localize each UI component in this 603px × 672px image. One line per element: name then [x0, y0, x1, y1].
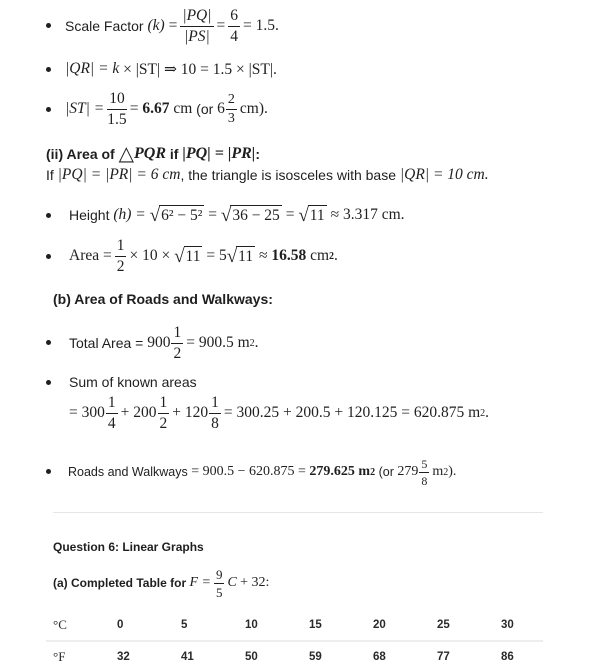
numerator: 1 — [209, 395, 221, 414]
table-cell: 0 — [117, 610, 181, 641]
heading-text: (ii) Area of — [46, 146, 115, 162]
intro-math: |QR| = 10 cm. — [399, 166, 489, 183]
area-eq: = 5 — [206, 247, 227, 264]
fraction-2-3 — [226, 93, 237, 126]
numerator: 1 — [158, 395, 170, 414]
height-line — [69, 202, 405, 228]
equals: = — [129, 100, 139, 117]
st-term: |ST| = — [65, 100, 105, 117]
table-cell: 25 — [437, 610, 501, 641]
table-caption — [53, 565, 269, 601]
exponent: 2 — [249, 337, 255, 349]
equals: = — [168, 17, 178, 34]
roads-line — [68, 454, 456, 490]
sqrt-icon: √ 11 — [226, 245, 254, 267]
numerator: 10 — [107, 91, 127, 110]
sum-label: Sum of known areas — [69, 374, 197, 390]
bullet-icon — [46, 340, 51, 345]
numerator: 1 — [115, 238, 127, 257]
fraction-1-2 — [115, 238, 127, 274]
roads-label: Roads and Walkways — [68, 465, 188, 479]
total-rest: = 900.5 m — [186, 334, 250, 351]
radicand: 11 — [238, 248, 254, 266]
fraction-1-8 — [209, 395, 221, 431]
denominator: 2 — [173, 344, 182, 362]
mixed-whole: 200 — [133, 404, 157, 421]
table-cell: 32 — [117, 651, 130, 663]
row-label: °C — [46, 610, 117, 641]
table-cell: 15 — [309, 610, 373, 641]
fraction-9-5 — [214, 568, 225, 599]
k-symbol: (k) — [147, 17, 165, 34]
numerator: 6 — [228, 8, 240, 27]
denominator: |PS| — [184, 27, 210, 45]
bullet-icon — [46, 67, 51, 72]
numerator: 9 — [215, 566, 223, 582]
denominator: 8 — [421, 473, 428, 488]
fraction-5-8 — [419, 458, 429, 487]
period: . — [485, 404, 490, 421]
mixed-whole: 120 — [184, 404, 209, 421]
intro-text: , the triangle is isosceles with base — [180, 167, 396, 183]
table-cell: 10 — [245, 610, 309, 641]
sqrt-icon: √ 11 — [298, 204, 325, 226]
st-line — [65, 89, 268, 129]
fraction-6-4 — [228, 8, 240, 44]
table-cell: 59 — [309, 651, 322, 663]
bullet-icon — [46, 23, 51, 28]
roads-calc: = 900.5 − 620.875 = — [191, 464, 306, 479]
denominator: 8 — [211, 414, 219, 432]
part-ii-intro — [46, 164, 489, 186]
heading-text: if — [169, 146, 179, 162]
table-cell: 50 — [245, 651, 258, 663]
area-value: 16.58 — [271, 247, 307, 264]
fraction-1-2 — [158, 395, 170, 431]
scale-result: = 1.5. — [243, 17, 279, 34]
height-label: Height — [69, 207, 110, 223]
qr-term: |QR| — [65, 60, 95, 77]
bullet-icon — [46, 107, 51, 112]
denominator: 2 — [116, 257, 125, 275]
caption-text: (a) Completed Table for — [53, 576, 187, 590]
condition: |PQ| = |PR| — [182, 145, 256, 162]
heading-colon: : — [255, 146, 260, 162]
unit: m — [432, 464, 444, 479]
numerator: 1 — [171, 325, 183, 344]
area-line — [69, 236, 338, 276]
unit: cm — [173, 100, 193, 117]
mixed-whole: 6 — [217, 100, 225, 117]
numerator: |PQ| — [180, 8, 213, 27]
conversion-table — [46, 610, 543, 672]
area-mid: × 10 × — [129, 247, 171, 264]
fraction-1-4 — [106, 395, 118, 431]
alt-open: (or — [196, 101, 214, 117]
table-row-celsius — [46, 610, 543, 641]
k-term: = k — [98, 60, 120, 77]
triangle-icon: △ — [118, 143, 134, 165]
equals: = — [69, 404, 78, 421]
table-cell: 68 — [373, 651, 386, 663]
mixed-whole: 279 — [397, 464, 419, 479]
triangle-name: PQR — [134, 145, 166, 162]
fraction-1-2 — [171, 325, 183, 361]
table-row-fahrenheit — [46, 641, 543, 672]
radicand: 11 — [185, 248, 201, 266]
alt-open: (or — [378, 465, 394, 479]
denominator: 2 — [159, 414, 168, 432]
equals: = — [208, 206, 217, 223]
radicand: 6² − 5² — [161, 207, 203, 225]
scale-factor-label: Scale Factor — [65, 18, 144, 34]
alt-close: ). — [448, 464, 457, 479]
formula-rest: + 32: — [240, 575, 270, 590]
radicand: 11 — [309, 207, 325, 225]
table-cell: 41 — [181, 651, 194, 663]
roads-value: 279.625 — [309, 464, 355, 479]
sum-rest: = 300.25 + 200.5 + 120.125 = 620.875 m — [223, 404, 481, 421]
radicand: 36 − 25 — [232, 207, 280, 225]
scale-factor-line — [65, 6, 279, 46]
sqrt-icon: √ 36 − 25 — [220, 204, 280, 226]
period: . — [254, 334, 259, 351]
equals: = — [216, 17, 226, 34]
numerator: 5 — [421, 456, 428, 471]
section-divider — [53, 512, 543, 513]
bullet-icon — [46, 213, 51, 218]
qr-line — [65, 58, 277, 80]
formula-c: C — [227, 575, 237, 590]
area-label: Area = — [69, 247, 112, 264]
row-label: °F — [53, 649, 66, 664]
st-value: 6.67 — [142, 100, 170, 117]
part-b-heading: (b) Area of Roads and Walkways: — [53, 291, 273, 307]
unit: m — [358, 464, 371, 479]
table-cell: 86 — [501, 651, 514, 663]
plus: + — [172, 404, 181, 421]
plus: + — [120, 404, 130, 421]
intro-text: If — [46, 167, 54, 183]
qr-equation: × |ST| ⇒ 10 = 1.5 × |ST|. — [123, 60, 277, 78]
part-ii-heading — [46, 143, 260, 165]
unit: cm — [310, 247, 330, 264]
denominator: 3 — [227, 110, 235, 126]
total-label: Total Area = — [69, 335, 144, 351]
denominator: 4 — [107, 414, 116, 432]
mixed-whole: 300 — [81, 404, 105, 421]
mixed-whole: 900 — [147, 334, 171, 351]
numerator: 2 — [226, 93, 237, 110]
exponent: 2 — [443, 466, 449, 478]
period: . — [334, 247, 338, 264]
alt-close: cm). — [239, 100, 268, 117]
exponent: 2 — [329, 250, 335, 262]
sum-line — [69, 393, 489, 433]
formula-f: F = — [189, 575, 211, 590]
fraction-pq-ps — [180, 8, 213, 44]
bullet-icon — [46, 469, 51, 474]
total-area-line — [69, 323, 259, 363]
exponent: 2 — [370, 466, 376, 478]
exponent: 2 — [480, 407, 486, 419]
fraction-10-1.5 — [107, 91, 127, 127]
sqrt-icon: √ 11 — [174, 245, 201, 267]
bullet-icon — [46, 380, 51, 385]
table-cell: 20 — [373, 610, 437, 641]
h-term: (h) = — [113, 206, 146, 223]
table-cell: 30 — [501, 610, 543, 641]
height-approx: ≈ 3.317 cm. — [330, 206, 405, 223]
table-cell: 77 — [437, 651, 450, 663]
question-6-heading: Question 6: Linear Graphs — [53, 540, 204, 554]
table-cell: 5 — [181, 610, 245, 641]
denominator: 1.5 — [107, 110, 127, 128]
bullet-icon — [46, 254, 51, 259]
intro-math: |PQ| = |PR| = 6 cm — [57, 166, 181, 183]
approx: ≈ — [258, 247, 268, 264]
equals: = — [285, 206, 295, 223]
denominator: 4 — [230, 27, 239, 45]
denominator: 5 — [215, 584, 223, 600]
sqrt-icon: √ 6² − 5² — [149, 204, 203, 226]
numerator: 1 — [106, 395, 118, 414]
